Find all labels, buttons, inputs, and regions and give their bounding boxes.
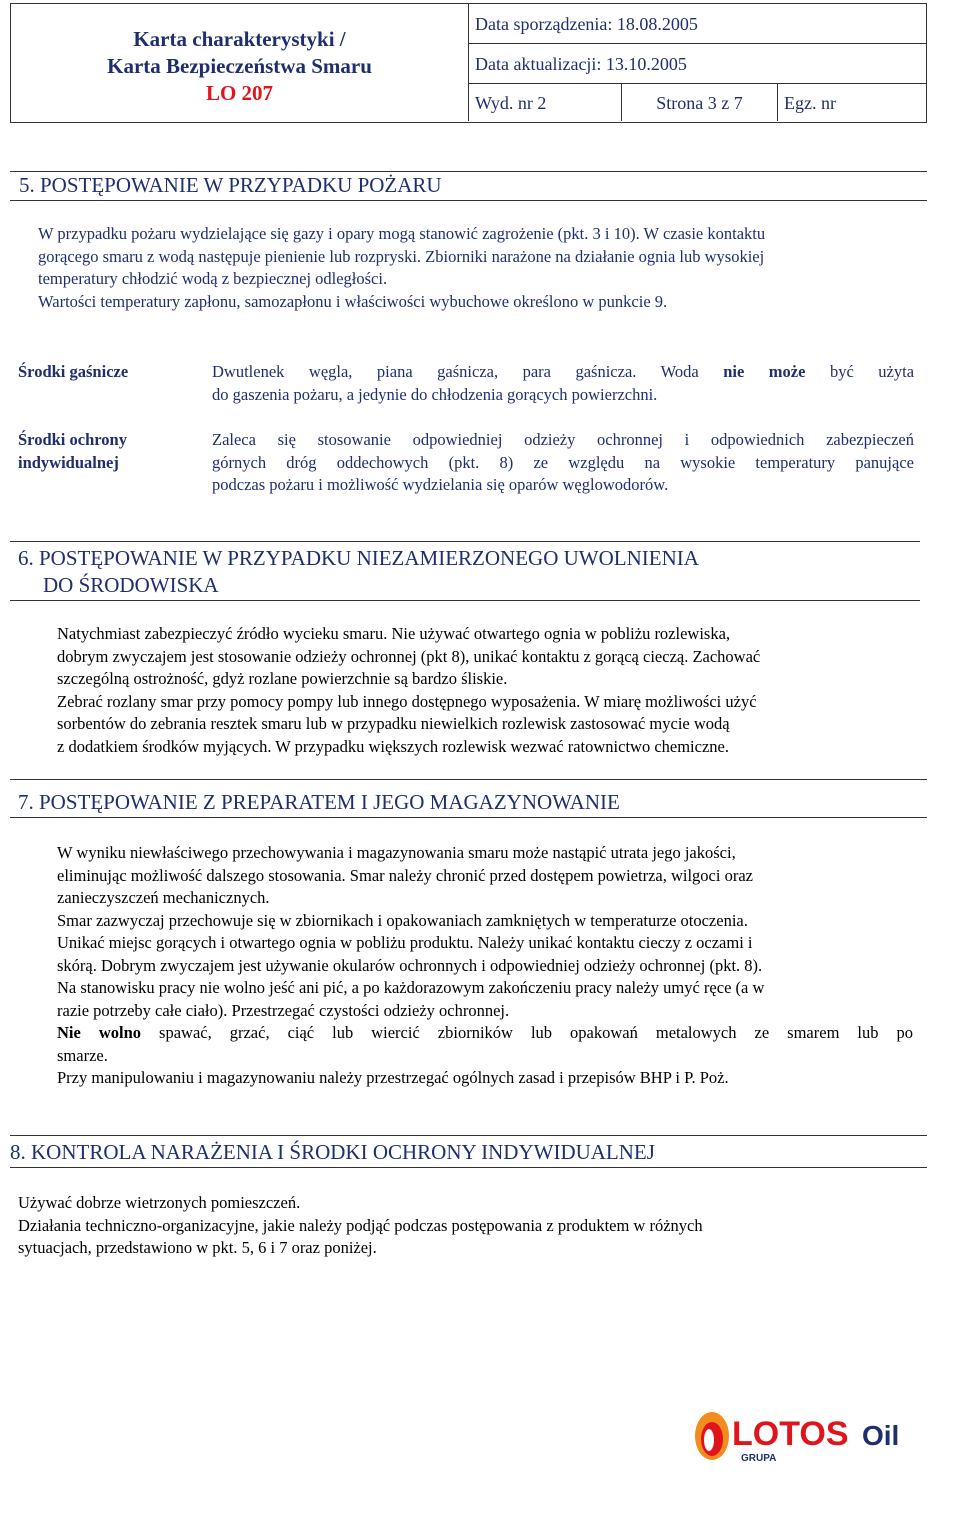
section6-title-line: DO ŚRODOWISKA xyxy=(43,573,219,597)
header-date-created: Data sporządzenia: 18.08.2005 xyxy=(469,4,926,44)
section8-paragraph xyxy=(18,1192,888,1260)
extinguishing-media-label: Środki gaśnicze xyxy=(18,362,129,381)
section7-top-rule xyxy=(10,779,927,780)
section7-line: razie potrzeby całe ciało). Przestrzegać czystości odzieży ochronnej. xyxy=(57,1000,510,1020)
header-edition: Wyd. nr 2 xyxy=(469,84,622,121)
section6-title-line: 6. POSTĘPOWANIE W PRZYPADKU NIEZAMIERZONEGO UWOLNIENIA xyxy=(18,546,699,570)
header-product-code: LO 207 xyxy=(205,81,274,105)
section6-line: sorbentów do zebrania resztek smaru lub w przypadku niewielkich rozlewisk zastosować mycie wodą xyxy=(57,714,730,733)
extinguishing-text-part: być użyta xyxy=(829,362,915,381)
section6-line: dobrym zwyczajem jest stosowanie odzieży ochronnej (pkt 8), unikać kontaktu z gorącą cieczą. Zachować xyxy=(57,646,761,666)
section5-line: W przypadku pożaru wydzielające się gazy i opary mogą stanowić zagrożenie (pkt. 3 i 10). W czasie kontaktu xyxy=(38,224,766,243)
section7-emphasis: Nie wolno xyxy=(57,1023,142,1042)
header-copy-number: Egz. nr xyxy=(784,93,836,113)
logo-suffix-text: Oil xyxy=(862,1420,900,1451)
section7-title: 7. POSTĘPOWANIE Z PREPARATEM I JEGO MAGAZYNOWANIE xyxy=(10,789,927,818)
section5-title: 5. POSTĘPOWANIE W PRZYPADKU POŻARU xyxy=(10,172,927,201)
section7-line: Unikać miejsc gorących i otwartego ognia w pobliżu produktu. Należy unikać kontaktu cieczy z oczami i xyxy=(57,933,753,952)
extinguishing-line xyxy=(212,361,914,384)
protection-line: podczas pożaru i możliwość wydzielania się oparów węglowodorów. xyxy=(212,475,669,494)
header-meta-row xyxy=(469,84,926,121)
section5-line: Wartości temperatury zapłonu, samozapłonu i właściwości wybuchowe określono w punkcie 9. xyxy=(38,291,668,311)
personal-protection-label xyxy=(18,429,127,474)
personal-protection-label-line: Środki ochrony xyxy=(18,430,127,449)
lotos-oil-logo xyxy=(692,1408,914,1466)
section7-line xyxy=(57,1022,913,1045)
section7-line: smarze. xyxy=(57,1045,108,1065)
extinguishing-media-text xyxy=(212,361,914,406)
section6-paragraph xyxy=(57,623,913,758)
section6-top-rule xyxy=(10,541,920,542)
section8-line: Działania techniczno-organizacyjne, jakie należy podjąć podczas postępowania z produktem w różnych xyxy=(18,1215,703,1235)
extinguishing-emphasis: nie może xyxy=(723,362,806,381)
section8-line: Używać dobrze wietrzonych pomieszczeń. xyxy=(18,1193,301,1212)
document-header xyxy=(10,3,927,123)
header-title-line2: Karta Bezpieczeństwa Smaru xyxy=(107,54,372,78)
section8-line: sytuacjach, przedstawiono w pkt. 5, 6 i 7 oraz poniżej. xyxy=(18,1238,377,1257)
personal-protection-text xyxy=(212,429,914,497)
section6-title xyxy=(10,544,920,601)
section7-line: skórą. Dobrym zwyczajem jest używanie okularów ochronnych i odpowiedniej odzieży ochronnej (pkt. 8). xyxy=(57,955,763,975)
section7-text-part: spawać, grzać, ciąć lub wiercić zbiorników lub opakowań metalowych ze smarem lub po xyxy=(159,1023,913,1042)
personal-protection-label-line: indywidualnej xyxy=(18,452,119,472)
section6-line: Zebrać rozlany smar przy pomocy pompy lub innego dostępnego wyposażenia. W miarę możliwości użyć xyxy=(57,691,757,711)
section7-line: zanieczyszczeń mechanicznych. xyxy=(57,888,270,907)
header-date-updated: Data aktualizacji: 13.10.2005 xyxy=(469,44,926,84)
section5-line: temperatury chłodzić wodą z bezpiecznej odległości. xyxy=(38,269,388,288)
extinguishing-line: do gaszenia pożaru, a jedynie do chłodzenia gorących powierzchni. xyxy=(212,384,658,404)
section7-line: Przy manipulowaniu i magazynowaniu należy przestrzegać ogólnych zasad i przepisów BHP i P. Poż. xyxy=(57,1068,729,1087)
section5-paragraph xyxy=(38,223,924,313)
section6-line: Natychmiast zabezpieczyć źródło wycieku smaru. Nie używać otwartego ognia w pobliżu rozlewiska, xyxy=(57,624,731,643)
protection-line: górnych dróg oddechowych (pkt. 8) ze względu na wysokie temperatury panujące xyxy=(212,452,914,472)
header-page-number: Strona 3 z 7 xyxy=(622,84,778,121)
section8-top-rule xyxy=(10,1135,927,1136)
section5-line: gorącego smaru z wodą następuje pienienie lub rozpryski. Zbiorniki narażone na działanie ognia lub wysokiej xyxy=(38,246,765,266)
section8-title: 8. KONTROLA NARAŻENIA I ŚRODKI OCHRONY INDYWIDUALNEJ xyxy=(10,1139,927,1168)
section7-line: Na stanowisku pracy nie wolno jeść ani pić, a po każdorazowym zakończeniu pracy należy umyć ręce (a w xyxy=(57,978,765,997)
section7-line: W wyniku niewłaściwego przechowywania i magazynowania smaru może nastąpić utrata jego jakości, xyxy=(57,843,736,862)
header-title-block xyxy=(11,4,469,121)
section7-line: eliminując możliwość dalszego stosowania. Smar należy chronić przed dostępem powietrza, wilgoci oraz xyxy=(57,865,753,885)
section6-line: szczególną ostrożność, gdyż rozlane powierzchnie są bardzo śliskie. xyxy=(57,669,508,688)
logo-brand-text: LOTOS xyxy=(732,1415,849,1453)
section7-paragraph xyxy=(57,842,913,1090)
protection-line: Zaleca się stosowanie odpowiedniej odzieży ochronnej i odpowiednich zabezpieczeń xyxy=(212,430,914,449)
extinguishing-text-part: Dwutlenek węgla, piana gaśnicza, para gaśnicza. Woda xyxy=(212,362,699,381)
section7-line: Smar zazwyczaj przechowuje się w zbiornikach i opakowaniach zamkniętych w temperaturze otoczenia. xyxy=(57,910,748,930)
header-title-line1: Karta charakterystyki / xyxy=(133,27,346,51)
logo-group-text: GRUPA xyxy=(741,1453,777,1464)
section6-line: z dodatkiem środków myjących. W przypadku większych rozlewisk wezwać ratownictwo chemiczne. xyxy=(57,736,729,756)
lotos-flame-icon xyxy=(695,1412,729,1460)
